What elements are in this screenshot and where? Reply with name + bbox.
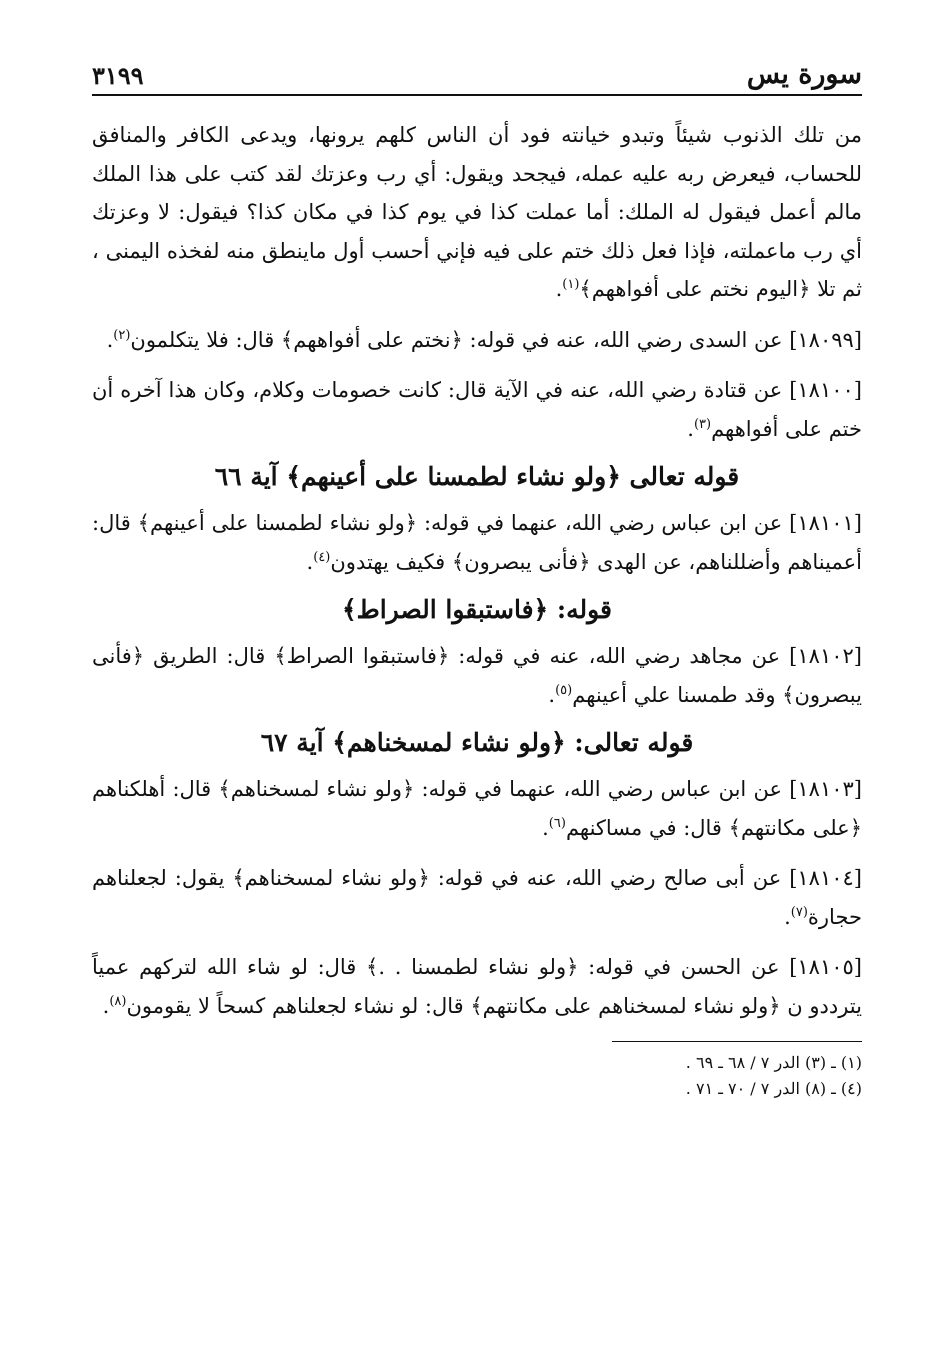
paragraph-end: . <box>784 904 791 929</box>
page-number: ٣١٩٩ <box>92 61 144 90</box>
narration-18099 <box>92 321 862 360</box>
paragraph-text: [١٨١٠٢] عن مجاهد رضي الله، عنه في قوله: ﴿فاستبقوا الصراط﴾ قال: الطريق ﴿فأنى يبصرون﴾ وقد طمسنا علي أعينهم <box>92 644 862 707</box>
narration-18103 <box>92 770 862 847</box>
footnote-ref: (٦) <box>548 815 566 831</box>
paragraph-text: [١٨١٠٥] عن الحسن في قوله: ﴿ولو نشاء لطمسنا . .﴾ قال: لو شاء الله لتركهم عمياً يترددو ن ﴿ولو نشاء لمسخناهم على مكانتهم﴾ قال: لو نشاء لجعلناهم كسحاً لا يقومون <box>92 955 862 1018</box>
paragraph-end: . <box>306 549 314 574</box>
paragraph-end: . <box>548 682 556 707</box>
paragraph-text: [١٨١٠٠] عن قتادة رضي الله، عنه في الآية قال: كانت خصومات وكلام، وكان هذا آخره أن ختم على أفواههم <box>92 378 862 441</box>
footnote-2: (٤) ـ (٨) الدر ٧ / ٧٠ ـ ٧١ . <box>685 1079 862 1098</box>
paragraph-end: . <box>687 416 694 441</box>
footnote-1: (١) ـ (٣) الدر ٧ / ٦٨ ـ ٦٩ . <box>685 1053 862 1072</box>
section-heading-sirat: قوله: ﴿فاستبقوا الصراط﴾ <box>341 595 613 624</box>
narration-18102 <box>92 637 862 714</box>
footnote-ref: (٨) <box>109 993 127 1009</box>
paragraph-text: [١٨١٠٣] عن ابن عباس رضي الله، عنهما في قوله: ﴿ولو نشاء لمسخناهم﴾ قال: أهلكناهم ﴿على مكانتهم﴾ قال: في مساكنهم <box>92 777 862 840</box>
section-heading-67: قوله تعالى: ﴿ولو نشاء لمسخناهم﴾ آية ٦٧ <box>260 728 694 757</box>
narration-18104 <box>92 859 862 936</box>
paragraph-text: [١٨٠٩٩] عن السدى رضي الله، عنه في قوله: ﴿نختم على أفواههم﴾ قال: فلا يتكلمون <box>130 327 862 352</box>
section-heading-66: قوله تعالى ﴿ولو نشاء لطمسنا على أعينهم﴾ آية ٦٦ <box>214 462 740 491</box>
paragraph-text: [١٨١٠١] عن ابن عباس رضي الله، عنهما في قوله: ﴿ولو نشاء لطمسنا على أعينهم﴾ قال: أعميناهم وأضللناهم، عن الهدى ﴿فأنى يبصرون﴾ فكيف يهتدون <box>92 511 862 574</box>
running-title: سورة يس <box>746 59 862 90</box>
narration-18105 <box>92 948 862 1025</box>
footnote-divider <box>612 1041 862 1042</box>
footnote-ref: (٤) <box>313 549 331 565</box>
narration-18101 <box>92 504 862 581</box>
page <box>92 52 862 1102</box>
paragraph <box>92 116 862 309</box>
footnote-ref: (٢) <box>113 327 131 343</box>
footnote-ref: (٧) <box>790 904 808 920</box>
paragraph-text: [١٨١٠٤] عن أبى صالح رضي الله، عنه في قوله: ﴿ولو نشاء لمسخناهم﴾ يقول: لجعلناهم حجارة <box>92 866 862 929</box>
paragraph-end: . <box>542 815 549 840</box>
paragraph-end: . <box>102 993 110 1018</box>
paragraph-text: من تلك الذنوب شيئاً وتبدو خيانته فود أن الناس كلهم يرونها، ويدعى الكافر والمنافق للحساب، فيعرض ربه عليه عمله، فيجحد ويقول: أي رب وعزتك لقد كتب على هذا الملك مالم أعمل فيقول له الملك: أما عملت كذا في يوم كذا في مكان كذا؟ فيقول: لا وعزتك أي رب ماعملته، فإذا فعل ذلك ختم على فيه فإني أحسب أول ماينطق منه لفخذه اليمنى ، ثم تلا ﴿اليوم نختم على أفواههم﴾ <box>92 123 862 301</box>
paragraph-end: . <box>106 327 114 352</box>
narration-18100 <box>92 371 862 448</box>
footnote-ref: (٥) <box>555 682 573 698</box>
page-header <box>92 52 862 96</box>
footnotes <box>92 1050 862 1102</box>
paragraph-end: . <box>555 277 563 301</box>
footnote-ref: (١) <box>562 277 580 292</box>
main-text <box>92 116 862 1025</box>
footnote-ref: (٣) <box>693 416 712 432</box>
